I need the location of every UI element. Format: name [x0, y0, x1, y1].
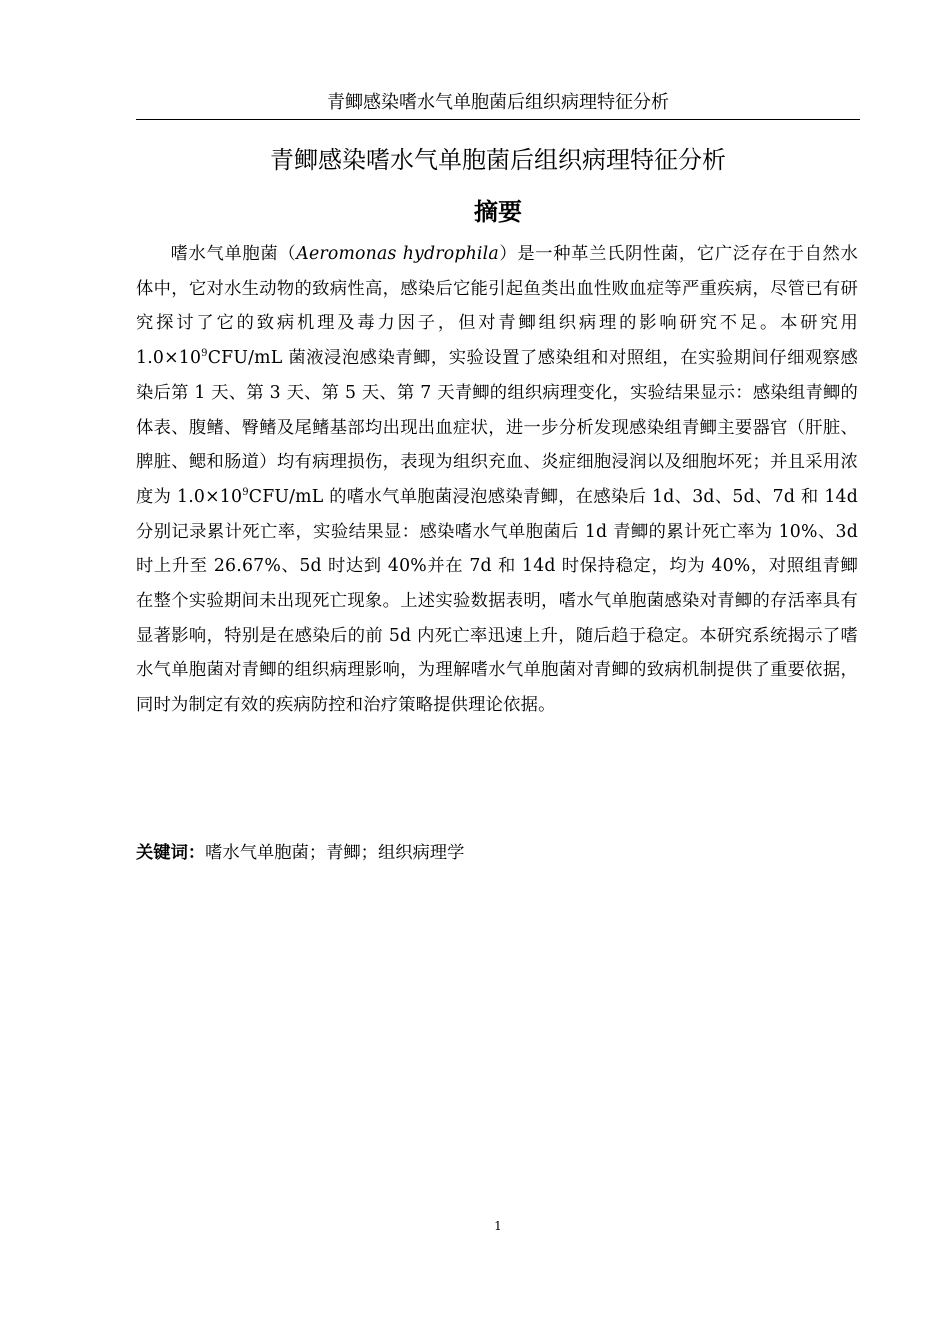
species-name-italic: Aeromonas hydrophila [296, 244, 499, 264]
keywords-value: 嗜水气单胞菌；青鲫；组织病理学 [205, 843, 465, 863]
abstract-text-2: ）是一种革兰氏阴性菌，它广泛存在于自然水体中，它对水生动物的致病性高，感染后它能引起鱼类出血性败血症等严重疾病，尽管已有研究探讨了它的致病机理及毒力因子，但对青鲫组织病理的影响研究不足。本研究用 1.0×10 [136, 244, 858, 369]
abstract-heading: 摘要 [474, 198, 522, 226]
abstract-body [136, 237, 858, 723]
abstract-text-4: CFU/mL 的嗜水气单胞菌浸泡感染青鲫，在感染后 1d、3d、5d、7d 和 14d 分别记录累计死亡率，实验结果显：感染嗜水气单胞菌后 1d 青鲫的累计死亡率为 10%、3d 时上升至 26.67%、5d 时达到 40%并在 7d 和 14d 时保持稳定，均为 40%，对照组青鲫在整个实验期间未出现死亡现象。上述实验数据表明，嗜水气单胞菌感染对青鲫的存活率具有显著影响，特别是在感染后的前 5d 内死亡率迅速上升，随后趋于稳定。本研究系统揭示了嗜水气单胞菌对青鲫的组织病理影响，为理解嗜水气单胞菌对青鲫的致病机制提供了重要依据，同时为制定有效的疾病防控和治疗策略提供理论依据。 [136, 486, 858, 716]
exponent-superscript: 9 [242, 486, 249, 498]
document-title: 青鲫感染嗜水气单胞菌后组织病理特征分析 [270, 146, 726, 174]
keywords-label: 关键词： [136, 843, 206, 863]
running-header: 青鲫感染嗜水气单胞菌后组织病理特征分析 [327, 92, 669, 113]
abstract-text-1: 嗜水气单胞菌（ [170, 244, 297, 264]
page-number: 1 [494, 1219, 502, 1233]
keywords-line [136, 838, 860, 868]
header-rule [136, 119, 860, 120]
exponent-superscript: 9 [201, 348, 208, 360]
abstract-text-3: CFU/mL 菌液浸泡感染青鲫，实验设置了感染组和对照组，在实验期间仔细观察感染后第 1 天、第 3 天、第 5 天、第 7 天青鲫的组织病理变化，实验结果显示：感染组青鲫的体表、腹鳍、臀鳍及尾鳍基部均出现出血症状，进一步分析发现感染组青鲫主要器官（肝脏、脾脏、鳃和肠道）均有病理损伤，表现为组织充血、炎症细胞浸润以及细胞坏死；并且采用浓度为 1.0×10 [136, 348, 858, 507]
